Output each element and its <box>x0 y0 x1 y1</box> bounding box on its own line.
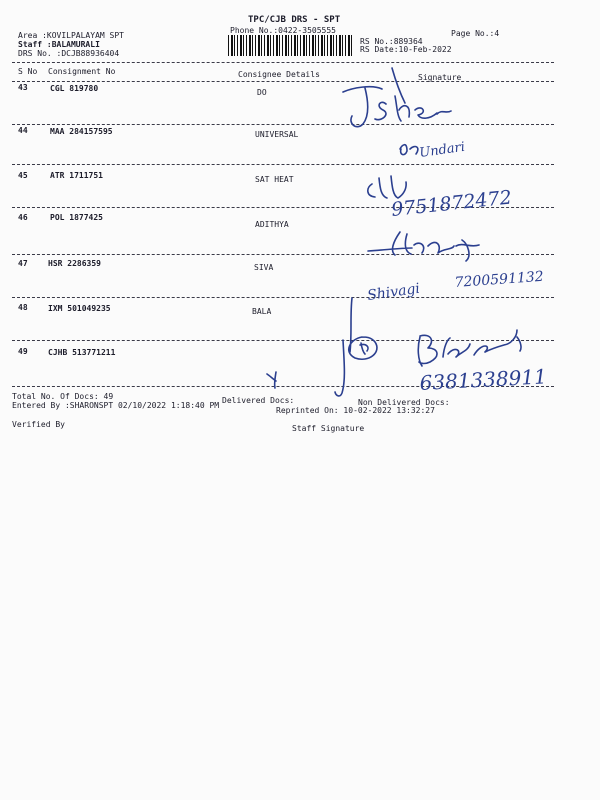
handwritten-phone-45: 9751872472 <box>390 186 513 221</box>
col-sno: S No <box>18 67 38 76</box>
entered-by: Entered By :SHARONSPT 02/10/2022 1:18:40 PM <box>12 401 220 410</box>
row-sno: 49 <box>18 347 28 356</box>
area-label: Area :KOVILPALAYAM SPT <box>18 31 124 40</box>
non-delivered-docs: Non Delivered Docs: <box>358 398 450 407</box>
row-consignee: BALA <box>252 307 272 316</box>
rs-number: RS No.:889364 <box>360 37 423 46</box>
row-sno: 47 <box>18 259 28 268</box>
staff-signature-label: Staff Signature <box>292 424 365 433</box>
handwritten-name-47: Shivagi <box>366 280 421 304</box>
col-consignee: Consignee Details <box>238 70 320 79</box>
total-docs: Total No. Of Docs: 49 <box>12 392 114 401</box>
row-consignment: IXM 501049235 <box>48 304 111 313</box>
row-divider <box>12 207 554 208</box>
barcode <box>228 35 352 56</box>
row-consignment: CJHB 513771211 <box>48 348 116 357</box>
row-consignment: MAA 284157595 <box>50 127 113 136</box>
row-consignee: UNIVERSAL <box>255 130 299 139</box>
verified-by: Verified By <box>12 420 65 429</box>
document-title: TPC/CJB DRS - SPT <box>248 15 341 25</box>
row-sno: 43 <box>18 83 28 92</box>
signature-row-43 <box>343 87 451 127</box>
row-sno: 44 <box>18 126 28 135</box>
row-sno: 46 <box>18 213 28 222</box>
reprinted-on: Reprinted On: 10-02-2022 13:32:27 <box>276 406 435 415</box>
delivered-docs: Delivered Docs: <box>222 396 295 405</box>
signature-row-48-b <box>418 330 521 366</box>
staff-label: Staff :BALAMURALI <box>18 40 100 49</box>
row-consignee: DO <box>257 88 267 97</box>
phone-number: Phone No.:0422-3505555 <box>230 26 336 35</box>
row-divider <box>12 297 554 298</box>
handwritten-phone-49: 6381338911 <box>419 364 548 395</box>
row-divider <box>12 254 554 255</box>
row-consignment: HSR 2286359 <box>48 259 101 268</box>
page-number: Page No.:4 <box>451 29 500 38</box>
signature-row-46 <box>368 232 479 261</box>
row-sno: 45 <box>18 171 28 180</box>
signature-row-48 <box>335 298 352 396</box>
row-divider <box>12 164 554 165</box>
col-signature: Signature <box>418 73 462 82</box>
row-consignee: SIVA <box>254 263 274 272</box>
row-divider <box>12 386 554 387</box>
signature-row-45 <box>368 176 406 198</box>
row-divider <box>12 340 554 341</box>
row-consignment: POL 1877425 <box>50 213 103 222</box>
signature-row-44 <box>400 145 418 155</box>
divider <box>12 81 554 82</box>
col-consignment: Consignment No <box>48 67 116 76</box>
divider <box>12 62 554 63</box>
rs-date: RS Date:10-Feb-2022 <box>360 45 452 54</box>
row-consignee: SAT HEAT <box>255 175 294 184</box>
row-consignment: CGL 819780 <box>50 84 99 93</box>
handwritten-name-44: Undari <box>418 139 466 161</box>
row-divider <box>12 124 554 125</box>
row-consignee: ADITHYA <box>255 220 289 229</box>
drs-number: DRS No. :DCJB88936404 <box>18 49 120 58</box>
row-sno: 48 <box>18 303 28 312</box>
row-consignment: ATR 1711751 <box>50 171 103 180</box>
handwritten-phone-47: 7200591132 <box>454 268 545 291</box>
